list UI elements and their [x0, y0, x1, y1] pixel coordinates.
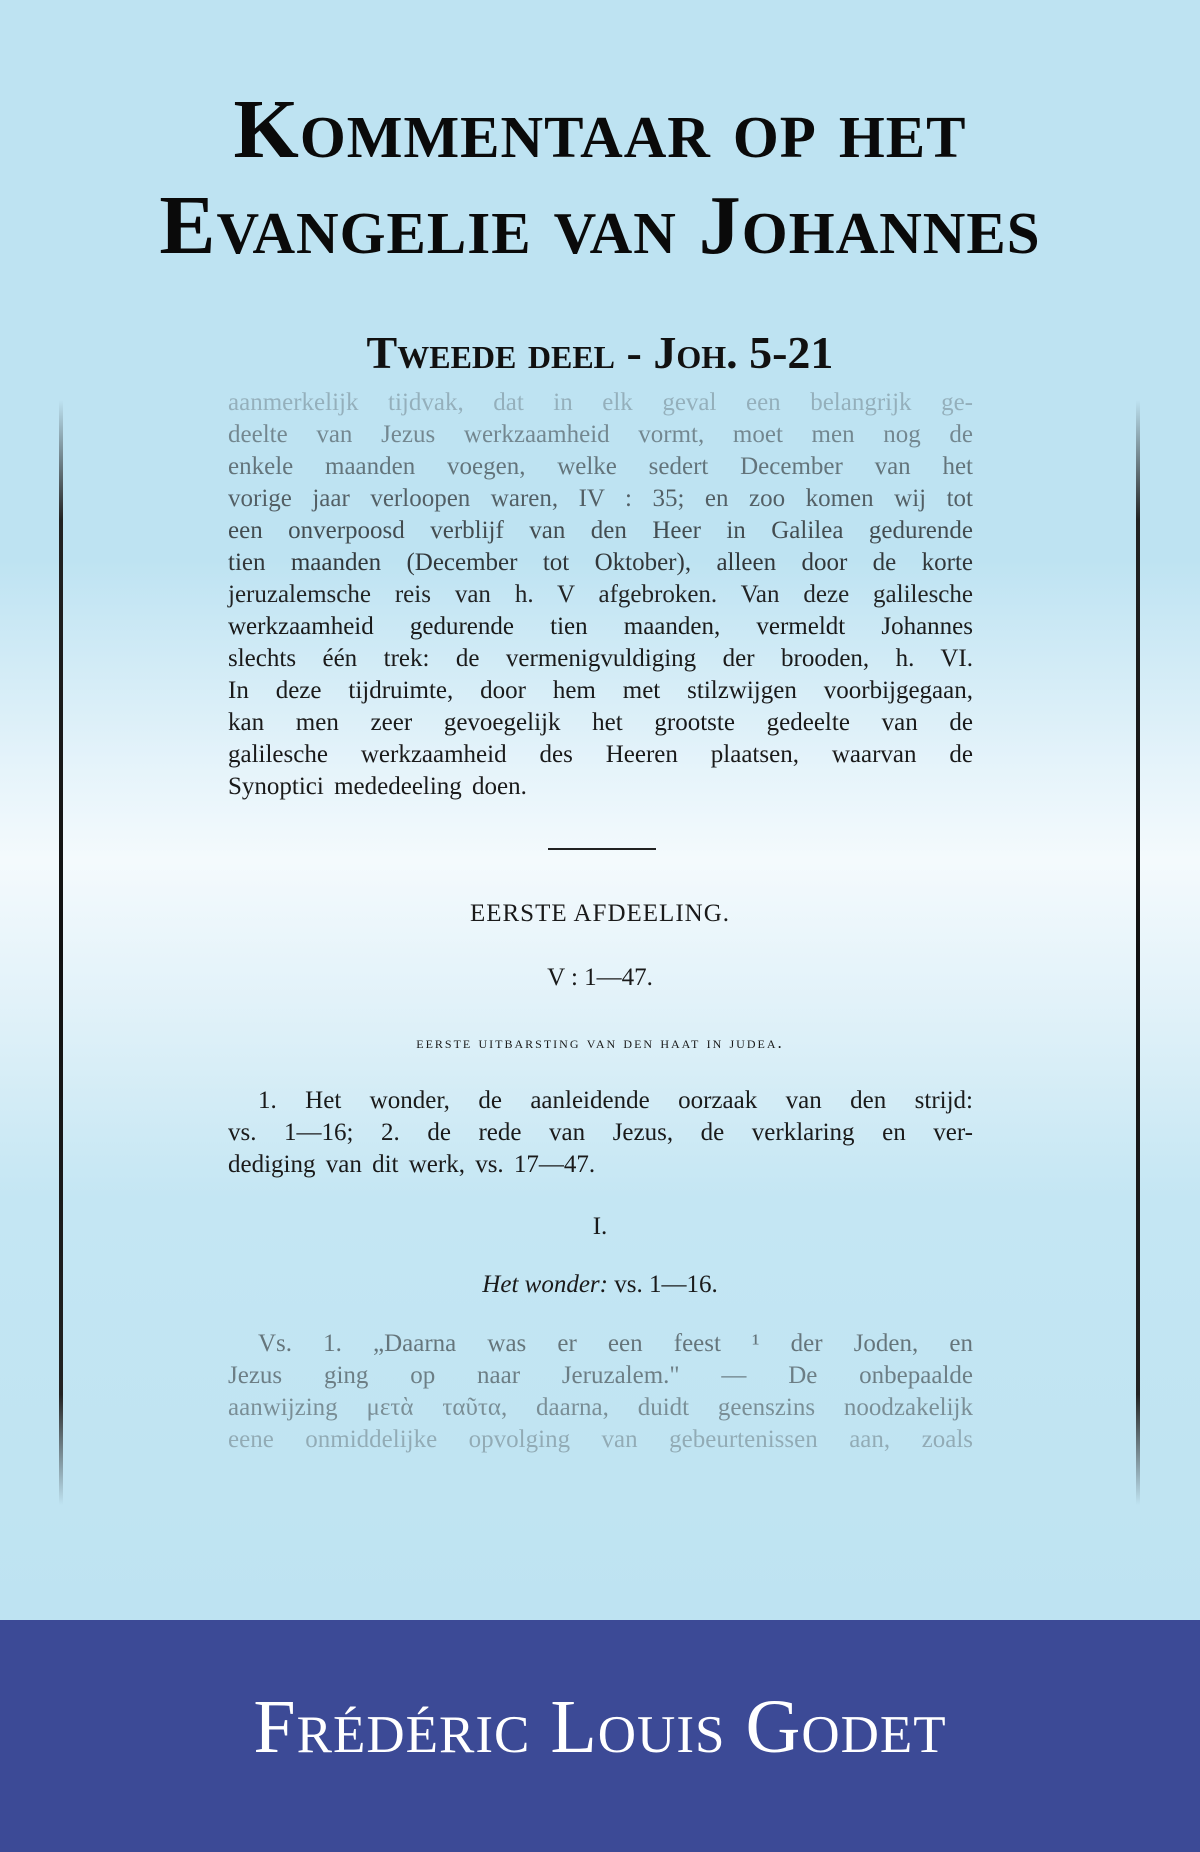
- title-line-2: Evangelie van Johannes: [159, 179, 1041, 272]
- section-ref: V : 1—47.: [547, 964, 653, 991]
- page-text-line: [228, 1118, 973, 1148]
- page-text-line: [258, 1086, 973, 1116]
- page-text: Synoptici mededeeling doen.: [228, 773, 527, 800]
- page-text: vorige jaar verloopen waren, IV : 35; en zoo komen wij tot: [228, 485, 973, 512]
- page-text: kan men zeer gevoegelijk het grootste gedeelte van de: [228, 709, 973, 736]
- page-text: werkzaamheid gedurende tien maanden, vermeldt Johannes: [228, 613, 973, 640]
- page-text-line: [228, 420, 973, 450]
- page-text: deelte van Jezus werkzaamheid vormt, moet men nog de: [228, 421, 973, 448]
- page-text: Jezus ging op naar Jeruzalem." — De onbepaalde: [228, 1362, 973, 1389]
- page-text-line: [228, 740, 973, 770]
- author-name: Frédéric Louis Godet: [253, 1685, 947, 1769]
- section-subheading: eerste uitbarsting van den haat in judea.: [416, 1033, 784, 1052]
- page-text: aanmerkelijk tijdvak, dat in elk geval een belangrijk ge-: [228, 389, 973, 416]
- page-text: tien maanden (December tot Oktober), alleen door de korte: [228, 549, 973, 576]
- page-text-line: [228, 548, 973, 578]
- subtitle: Tweede deel - Joh. 5-21: [366, 327, 834, 378]
- page-text-line: [228, 708, 973, 738]
- part-title-italic: Het wonder:: [482, 1271, 608, 1298]
- page-text-line: [228, 1393, 973, 1423]
- page-text: galilesche werkzaamheid des Heeren plaatsen, waarvan de: [228, 741, 973, 768]
- page-text-line: [228, 1150, 973, 1180]
- page-text-line: [228, 612, 973, 642]
- page-text: Vs. 1. „Daarna was er een feest ¹ der Joden, en: [258, 1330, 973, 1357]
- section-divider: [548, 848, 656, 850]
- page-text: vs. 1—16; 2. de rede van Jezus, de verklaring en ver-: [228, 1119, 973, 1146]
- page-text-line: [228, 676, 973, 706]
- page-text: 1. Het wonder, de aanleidende oorzaak van den strijd:: [258, 1087, 973, 1114]
- page-edge-right: [1136, 400, 1140, 1505]
- page-text: eene onmiddelijke opvolging van gebeurtenissen aan, zoals: [228, 1426, 973, 1453]
- page-text: In deze tijdruimte, door hem met stilzwijgen voorbijgegaan,: [228, 677, 973, 704]
- page-text-line: [228, 580, 973, 610]
- page-text-line: [228, 1425, 973, 1455]
- title-line-1: Kommentaar op het: [233, 83, 967, 176]
- page-text-line: [228, 644, 973, 674]
- part-title-ref: vs. 1—16.: [614, 1271, 718, 1298]
- page-edge-left: [59, 400, 63, 1505]
- page-text: enkele maanden voegen, welke sedert December van het: [228, 453, 973, 480]
- page-text-line: [228, 484, 973, 514]
- page-text: aanwijzing μετὰ ταῦτα, daarna, duidt geenszins noodzakelijk: [228, 1394, 973, 1421]
- page-text: slechts één trek: de vermenigvuldiging der brooden, h. VI.: [228, 645, 973, 672]
- page-text: jeruzalemsche reis van h. V afgebroken. Van deze galilesche: [228, 581, 973, 608]
- part-number: I.: [592, 1213, 608, 1240]
- page-text-line: [258, 1329, 973, 1359]
- page-text-line: [228, 388, 973, 418]
- page-text: dediging van dit werk, vs. 17—47.: [228, 1151, 596, 1178]
- page-text-line: [228, 516, 973, 546]
- section-heading: EERSTE AFDEELING.: [469, 900, 731, 927]
- page-text: een onverpoosd verblijf van den Heer in Galilea gedurende: [228, 517, 973, 544]
- page-text-line: [228, 452, 973, 482]
- page-text-line: [228, 1361, 973, 1391]
- part-title: [0, 1271, 1200, 1299]
- page-text-line: [228, 772, 973, 802]
